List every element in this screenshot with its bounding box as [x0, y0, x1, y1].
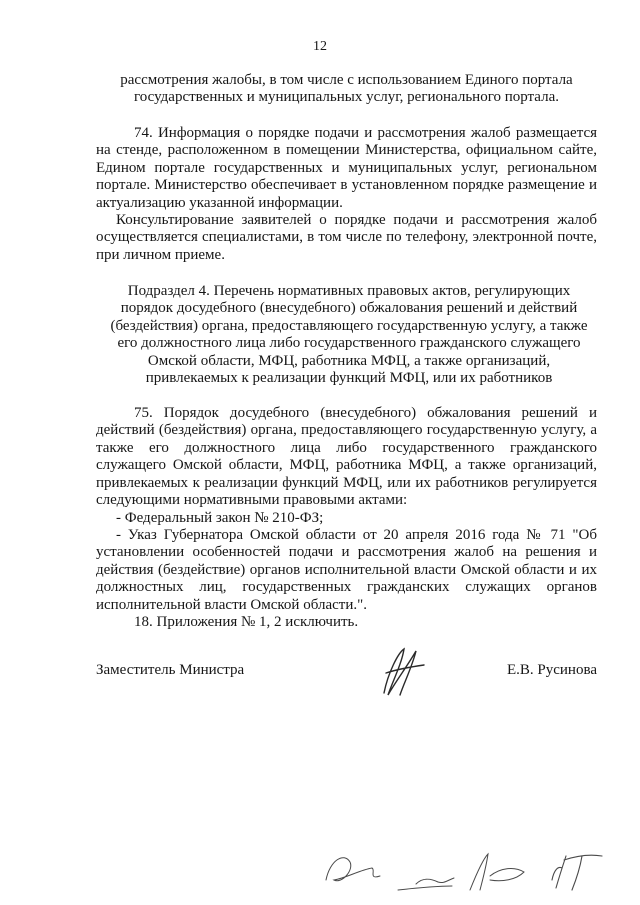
handwritten-signature-icon [374, 643, 434, 703]
approval-initials-icon [320, 840, 620, 900]
consultation-paragraph: Консультирование заявителей о порядке подачи и рассмотрения жалоб осуществляется специалистами, в том числе по телефону, электронной почте, при личном приеме. [96, 212, 597, 263]
signatory-name: Е.В. Русинова [506, 662, 597, 678]
subsection-heading: Подраздел 4. Перечень нормативных правовых актов, регулирующих порядок досудебного (внесудебного) обжалования решений и действий (бездействия) органа, предоставляющего государственную услугу, а также его должностного лица либо государственного гражданского служащего Омской области, МФЦ, работника МФЦ, а также организаций, привлекаемых к реализации функций МФЦ, или их работников [110, 283, 588, 387]
page-number: 12 [313, 39, 327, 54]
list-item-governor-decree: - Указ Губернатора Омской области от 20 апреля 2016 года № 71 "Об установлении особенностей подачи и рассмотрения жалоб на решения и действия (бездействие) органов исполнительной власти Омской области и их должностных лиц, государственных гражданских служащих органов исполнительной власти Омской области.". [96, 527, 597, 613]
signatory-position: Заместитель Министра [96, 662, 245, 678]
item-74-paragraph: 74. Информация о порядке подачи и рассмотрения жалоб размещается на стенде, расположенном в помещении Министерства, официальном сайте, Едином портале государственных и муниципальных услуг, региональном портале. Министерство обеспечивает в установленном порядке размещение и актуализацию указанной информации. [96, 125, 597, 211]
item-75-paragraph: 75. Порядок досудебного (внесудебного) обжалования решений и действий (бездействия) органа, предоставляющего государственную услугу, а также его должностного лица либо государственного гражданского служащего Омской области, МФЦ, работника МФЦ, а также организаций, привлекаемых к реализации функций МФЦ, или их работников регулируется следующими нормативными правовыми актами: [96, 405, 597, 509]
signature-block [96, 662, 597, 686]
continuation-paragraph: рассмотрения жалобы, в том числе с использованием Единого портала государственных и муниципальных услуг, регионального портала. [120, 72, 573, 106]
list-item-federal-law: - Федеральный закон № 210-ФЗ; [116, 510, 324, 526]
item-18-paragraph: 18. Приложения № 1, 2 исключить. [134, 614, 359, 630]
